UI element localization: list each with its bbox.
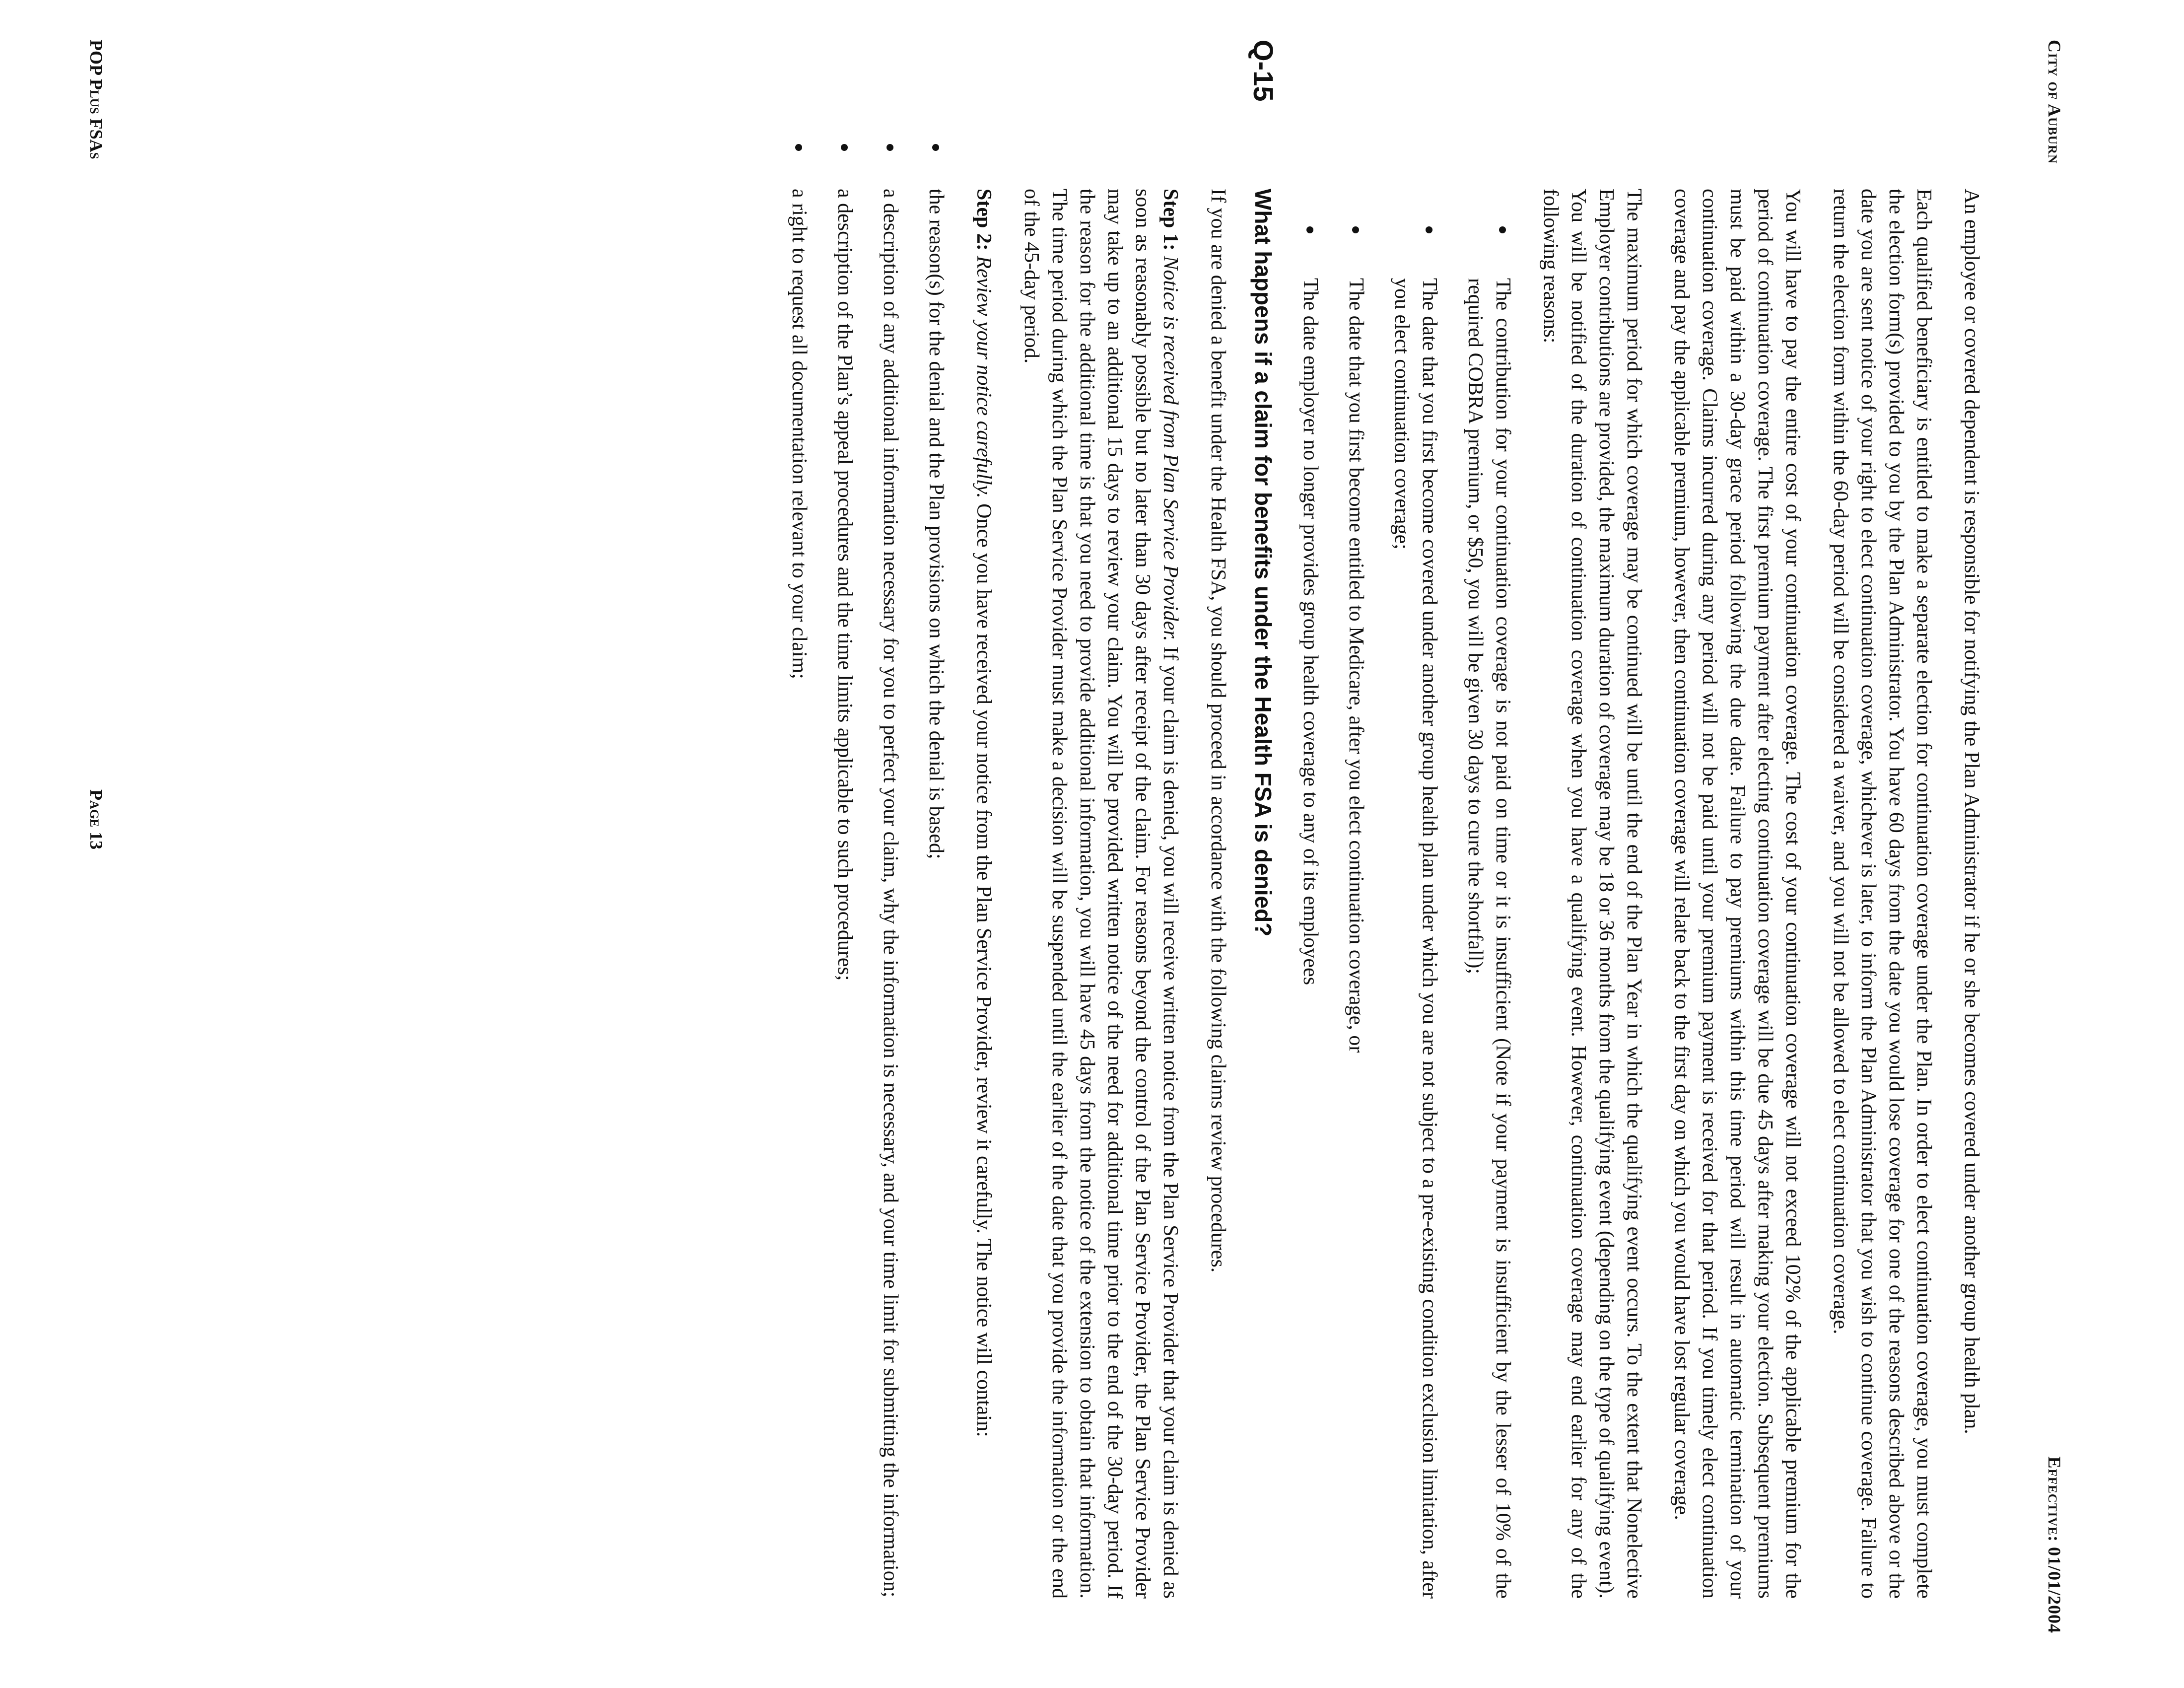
page-number: Page 13 (86, 789, 106, 850)
paragraph-separate-election: Each qualified beneficiary is entitled to make a separate election for continuation coverage under the Plan. In order to elect continuation coverage, you must complete the election form(s) provided to you by the Plan Administrator. You have 60 days from the date you would lose coverage for one of the reasons described above or the date you are sent notice of your right to elect continuation coverage, whichever is later, to inform the Plan Administrator that you wish to continue coverage. Failure to return the election form within the 60-day period will be considered a waiver, and you will not be allowed to elect continuation coverage. (1829, 189, 1935, 1599)
step-1-title: Notice is received from Plan Service Provider. (1159, 256, 1182, 641)
bullet-icon (841, 144, 848, 151)
bullet-icon (887, 144, 893, 151)
header-organization: City of Auburn (2045, 40, 2064, 164)
step-2-label: Step 2: (972, 189, 995, 251)
bullet-icon (1426, 226, 1433, 233)
paragraph-claims-intro: If you are denied a benefit under the Health FSA, you should proceed in accordance with the following claims review procedures. (1207, 189, 1229, 1273)
bullet-icon (1499, 226, 1506, 233)
list-item: a description of the Plan’s appeal procedures and the time limits applicable to such procedures; (831, 189, 859, 1599)
list-item: The date that you first become entitled to Medicare, after you elect continuation coverage, or (1342, 189, 1370, 1599)
step-1-text: If your claim is denied, you will receive written notice from the Plan Service Provider that your claim is denied as soon as reasonably possible but no later than 30 days after receipt of the claim. For reasons beyond the control of the Plan Service Provider, the Plan Service Provider may take up to an additional 15 days to review your claim. You will be provided written notice of the need for additional time prior to the end of the 30-day period. If the reason for the additional time is that you need to provide additional information, you will have 45 days from the notice of the extension to obtain that information. The time period during which the Plan Service Provider must make a decision will be suspended until the earlier of the date that you provide the information or the end of the 45-day period. (1020, 189, 1182, 1599)
question-title: What happens if a claim for benefits under the Health FSA is denied? (1250, 189, 1276, 937)
paragraph-step-1 (1018, 189, 1184, 1599)
paragraph-cost-of-coverage: You will have to pay the entire cost of your continuation coverage. The cost of your continuation coverage will not exceed 102% of the applicable premium for the period of continuation coverage. The first premium payment after electing continuation coverage will be due 45 days after making your election. Subsequent premiums must be paid within a 30-day grace period following the due date. Failure to pay premiums within this time period will result in automatic termination of your continuation coverage. Claims incurred during any period will not be paid until your premium payment is received for that period. If you timely elect continuation coverage and pay the applicable premium, however, then continuation coverage will relate back to the first day on which you would have lost regular coverage. (1670, 189, 1804, 1599)
coverage-end-reasons-list (1297, 189, 1517, 1599)
paragraph-step-2 (970, 189, 998, 1599)
document-body (765, 40, 1985, 1599)
list-item: the reason(s) for the denial and the Plan provisions on which the denial is based; (922, 189, 950, 1599)
paragraph-notify-administrator: An employee or covered dependent is responsible for notifying the Plan Administrator if he or she becomes covered under another group health plan. (1960, 189, 1983, 1434)
list-item: The date employer no longer provides group health coverage to any of its employees (1297, 189, 1324, 1599)
running-header (2035, 0, 2065, 1688)
bullet-icon (1306, 226, 1313, 233)
bullet-icon (1352, 226, 1359, 233)
list-item: The contribution for your continuation coverage is not paid on time or it is insufficient (Note if your payment is insufficient by the lesser of 10% of the required COBRA premium, or $50, you will be given 30 days to cure the shortfall); (1461, 189, 1517, 1599)
header-effective-date: Effective: 01/01/2004 (2045, 1456, 2064, 1633)
step-2-text: Once you have received your notice from the Plan Service Provider, review it carefully. The notice will contain: (972, 503, 995, 1437)
step-1-label: Step 1: (1159, 189, 1182, 251)
notice-contents-list (785, 189, 950, 1599)
question-heading (1247, 40, 1279, 1599)
running-footer (77, 0, 107, 1688)
paragraph-maximum-period: The maximum period for which coverage may be continued will be until the end of the Plan Year in which the qualifying event occurs. To the extent that Nonelective Employer contributions are provided, the maximum duration of coverage may be 18 or 36 months from the qualifying event (depending on the type of qualifying event). You will be notified of the duration of continuation coverage when you have a qualifying event. However, continuation coverage may end earlier for any of the following reasons: (1539, 189, 1645, 1599)
list-item: The date that you first become covered under another group health plan under which you are not subject to a pre-existing condition exclusion limitation, after you elect continuation coverage; (1388, 189, 1443, 1599)
bullet-icon (795, 144, 802, 151)
list-item: a description of any additional information necessary for you to perfect your claim, why the information is necessary, and your time limit for submitting the information; (877, 189, 904, 1599)
list-item: a right to request all documentation relevant to your claim; (785, 189, 813, 1599)
bullet-icon (932, 144, 939, 151)
step-2-title: Review your notice carefully. (972, 256, 995, 498)
question-number: Q-15 (1248, 40, 1279, 102)
footer-plan-name: POP Plus FSAs (86, 40, 106, 159)
